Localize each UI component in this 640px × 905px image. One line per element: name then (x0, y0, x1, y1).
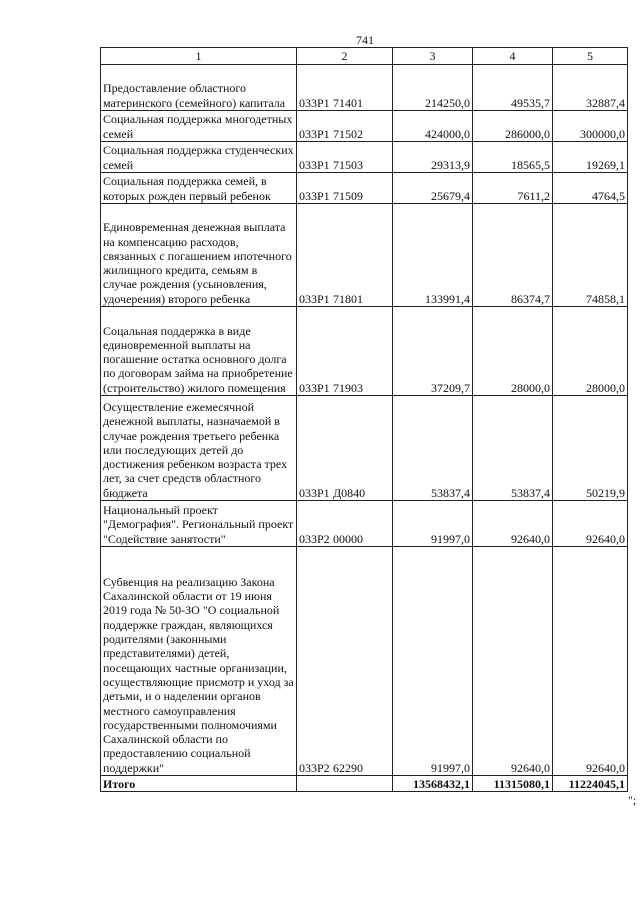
header-row (101, 48, 628, 65)
row-code (297, 142, 393, 173)
row-name: Соцальная поддержка в виде единовременной выплаты на погашение остатка основного долга по договорам займа на приобретение (строительство) жилого помещения (101, 307, 297, 396)
row-name: Предоставление областного материнского (семейного) капитала (101, 65, 297, 111)
row-value-3: 53837,4 (393, 396, 473, 501)
row-code (297, 307, 393, 396)
row-value-5: 19269,1 (553, 142, 628, 173)
row-code (297, 111, 393, 142)
row-value-4: 53837,4 (473, 396, 553, 501)
header-col-1: 1 (101, 48, 297, 65)
table-row (101, 501, 628, 547)
table-row (101, 204, 628, 307)
row-value-5: 28000,0 (553, 307, 628, 396)
code-program: 033P1 (299, 380, 330, 395)
row-value-5: 4764,5 (553, 173, 628, 204)
table-row (101, 65, 628, 111)
code-item: 71801 (333, 291, 363, 306)
row-name: Социальная поддержка семей, в которых рожден первый ребенок (101, 173, 297, 204)
row-value-3: 91997,0 (393, 547, 473, 776)
row-value-3: 91997,0 (393, 501, 473, 547)
row-value-5: 300000,0 (553, 111, 628, 142)
code-item: 62290 (333, 760, 363, 775)
closing-quote: "; (628, 793, 637, 807)
header-col-3: 3 (393, 48, 473, 65)
header-col-2: 2 (297, 48, 393, 65)
header-col-5: 5 (553, 48, 628, 65)
row-name: Единовременная денежная выплата на компенсацию расходов, связанных с погашением ипотечного жилищного кредита, семьям в случае рождения (усыновления, удочерения) второго ребенка (101, 204, 297, 307)
row-value-5: 50219,9 (553, 396, 628, 501)
row-value-4: 18565,5 (473, 142, 553, 173)
row-code (297, 204, 393, 307)
code-item: 00000 (333, 531, 363, 546)
page-number: 741 (356, 33, 374, 47)
row-value-3: 37209,7 (393, 307, 473, 396)
code-item: 71401 (333, 95, 363, 110)
row-name: Национальный проект "Демография". Региональный проект "Содействие занятости" (101, 501, 297, 547)
total-value-5: 11224045,1 (553, 776, 628, 792)
total-code (297, 776, 393, 792)
row-name: Социальная поддержка многодетных семей (101, 111, 297, 142)
code-program: 033P1 (299, 95, 330, 110)
code-program: 033P1 (299, 291, 330, 306)
code-item: 71503 (333, 157, 363, 172)
row-code (297, 501, 393, 547)
row-name: Осуществление ежемесячной денежной выплаты, назначаемой в случае рождения третьего ребенка или последующих детей до достижения ребенком возраста трех лет, за счет средств областного бюджета (101, 396, 297, 501)
row-code (297, 396, 393, 501)
code-item: Д0840 (333, 485, 366, 500)
row-value-3: 214250,0 (393, 65, 473, 111)
code-program: 033P1 (299, 157, 330, 172)
row-value-4: 7611,2 (473, 173, 553, 204)
budget-table (100, 47, 628, 792)
row-code (297, 65, 393, 111)
table-row (101, 173, 628, 204)
header-col-4: 4 (473, 48, 553, 65)
row-value-4: 86374,7 (473, 204, 553, 307)
row-value-4: 92640,0 (473, 547, 553, 776)
row-value-5: 92640,0 (553, 547, 628, 776)
row-value-4: 49535,7 (473, 65, 553, 111)
code-program: 033P2 (299, 531, 330, 546)
row-name: Социальная поддержка студенческих семей (101, 142, 297, 173)
row-code (297, 173, 393, 204)
row-value-3: 29313,9 (393, 142, 473, 173)
code-program: 033P2 (299, 760, 330, 775)
row-code (297, 547, 393, 776)
row-value-4: 92640,0 (473, 501, 553, 547)
table-row (101, 396, 628, 501)
table-row (101, 307, 628, 396)
row-value-5: 92640,0 (553, 501, 628, 547)
table-row (101, 142, 628, 173)
total-row (101, 776, 628, 792)
row-value-5: 74858,1 (553, 204, 628, 307)
table-row (101, 547, 628, 776)
code-program: 033P1 (299, 485, 330, 500)
code-item: 71502 (333, 126, 363, 141)
total-value-4: 11315080,1 (473, 776, 553, 792)
total-label: Итого (101, 776, 297, 792)
code-item: 71509 (333, 188, 363, 203)
table-row (101, 111, 628, 142)
row-value-5: 32887,4 (553, 65, 628, 111)
total-value-3: 13568432,1 (393, 776, 473, 792)
row-value-4: 286000,0 (473, 111, 553, 142)
row-value-3: 25679,4 (393, 173, 473, 204)
row-value-3: 133991,4 (393, 204, 473, 307)
row-value-4: 28000,0 (473, 307, 553, 396)
code-item: 71903 (333, 380, 363, 395)
row-value-3: 424000,0 (393, 111, 473, 142)
code-program: 033P1 (299, 188, 330, 203)
row-name: Субвенция на реализацию Закона Сахалинской области от 19 июня 2019 года № 50-ЗО "О социальной поддержке граждан, являющихся родителями (законными представителями) детей, посещающих частные организации, осуществляющие присмотр и уход за детьми, и о наделении органов местного самоуправления государственными полномочиями Сахалинской области по предоставлению социальной поддержки" (101, 547, 297, 776)
code-program: 033P1 (299, 126, 330, 141)
